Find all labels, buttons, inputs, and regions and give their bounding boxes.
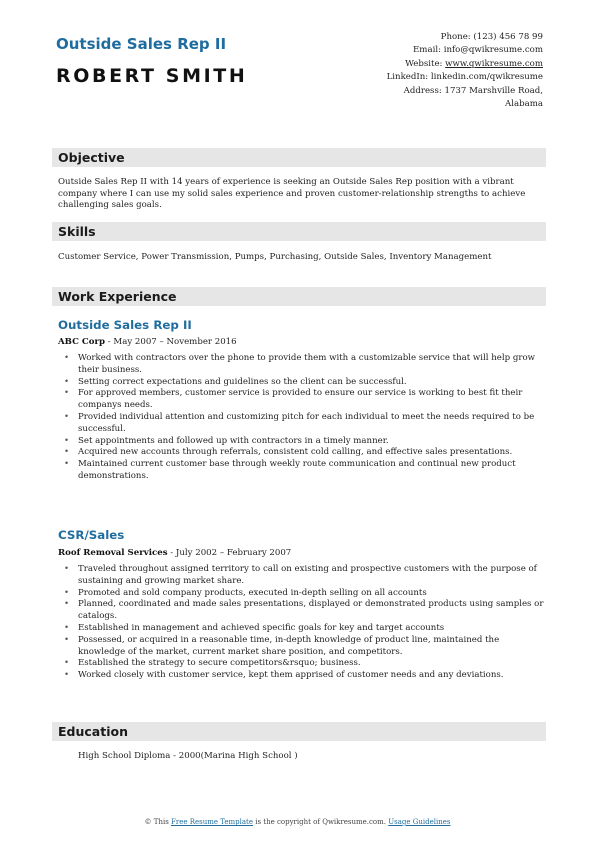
- objective-heading: Objective: [58, 150, 125, 165]
- list-item: • Maintained current customer base through weekly route communication and continual new product demonstrations.: [58, 459, 546, 483]
- contact-email: Email: info@qwikresume.com: [413, 45, 543, 56]
- list-item: • Worked with contractors over the phone to provide them with a customizable service that will help grow their business.: [58, 353, 546, 377]
- footer-usage-link[interactable]: Usage Guidelines: [388, 818, 451, 826]
- list-item: • Established the strategy to secure competitors&rsquo; business.: [58, 658, 546, 670]
- objective-section-bar: [52, 148, 546, 167]
- header-job-title: Outside Sales Rep II: [56, 35, 227, 53]
- education-text: High School Diploma - 2000(Marina High School ): [78, 751, 298, 761]
- contact-linkedin: LinkedIn: linkedin.com/qwikresume: [386, 72, 543, 83]
- list-item: • Worked closely with customer service, kept them apprised of customer needs and any deviations.: [58, 670, 546, 682]
- footer: [0, 818, 595, 826]
- footer-prefix: © This: [144, 818, 172, 826]
- contact-address-line2: Alabama: [505, 99, 543, 110]
- contact-phone: Phone: (123) 456 78 99: [440, 32, 543, 42]
- footer-middle: is the copyright of Qwikresume.com.: [253, 818, 389, 826]
- list-item: • Provided individual attention and customizing pitch for each individual to meet the needs required to be successful.: [58, 412, 546, 436]
- work-heading: Work Experience: [58, 289, 177, 304]
- skills-heading: Skills: [58, 224, 96, 239]
- website-link[interactable]: www.qwikresume.com: [445, 58, 543, 69]
- list-item: • Promoted and sold company products, executed in-depth selling on all accounts: [58, 588, 546, 600]
- job-2-title: CSR/Sales: [58, 528, 125, 542]
- education-section-bar: [52, 722, 546, 741]
- contact-address-line1: Address: 1737 Marshville Road,: [403, 85, 543, 96]
- work-section-bar: [52, 287, 546, 306]
- job-2-bullets: [58, 564, 546, 682]
- job-2-dates: - July 2002 – February 2007: [167, 548, 292, 558]
- job-1-bullets: [58, 353, 546, 483]
- list-item: • Possessed, or acquired in a reasonable time, in-depth knowledge of product line, maintained the knowledge of the market, current market share position, and competitors.: [58, 635, 546, 659]
- skills-section-bar: [52, 222, 546, 241]
- list-item: • For approved members, customer service is provided to ensure our service is working to best fit their companys needs.: [58, 388, 546, 412]
- skills-text: Customer Service, Power Transmission, Pumps, Purchasing, Outside Sales, Inventory Management: [58, 252, 492, 262]
- list-item: • Set appointments and followed up with contractors in a timely manner.: [58, 436, 546, 448]
- job-1-title: Outside Sales Rep II: [58, 318, 192, 332]
- list-item: • Setting correct expectations and guidelines so the client can be successful.: [58, 377, 546, 389]
- list-item: • Established in management and achieved specific goals for key and target accounts: [58, 623, 546, 635]
- list-item: • Traveled throughout assigned territory to call on existing and prospective customers with the purpose of sustaining and growing market share.: [58, 564, 546, 588]
- website-label: Website:: [405, 58, 446, 69]
- job-2-company-line: [58, 548, 291, 558]
- list-item: • Planned, coordinated and made sales presentations, displayed or demonstrated products using samples or catalogs.: [58, 599, 546, 623]
- job-1-company: ABC Corp: [58, 337, 106, 347]
- candidate-name: ROBERT SMITH: [56, 65, 248, 87]
- job-2-company: Roof Removal Services: [58, 548, 168, 558]
- contact-block: [343, 31, 543, 111]
- list-item: • Acquired new accounts through referrals, consistent cold calling, and effective sales presentations.: [58, 447, 546, 459]
- education-heading: Education: [58, 724, 128, 739]
- job-1-company-line: [58, 337, 237, 347]
- job-1-dates: - May 2007 – November 2016: [105, 337, 237, 347]
- contact-website: [343, 58, 543, 71]
- objective-text: Outside Sales Rep II with 14 years of experience is seeking an Outside Sales Rep position with a vibrant company where I can use my solid sales experience and proven customer-relationship strengths to achieve challenging sales goals.: [58, 177, 526, 211]
- footer-template-link[interactable]: Free Resume Template: [171, 818, 254, 826]
